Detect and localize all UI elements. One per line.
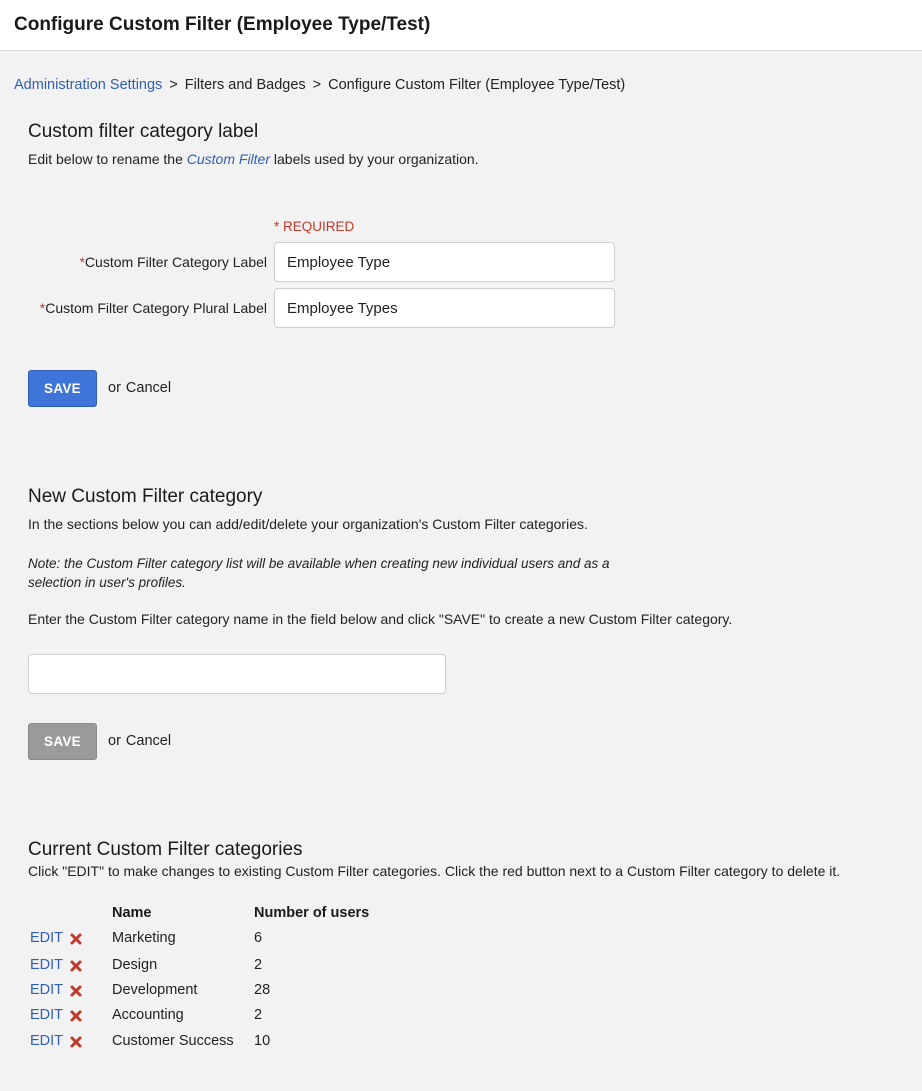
edit-button[interactable]: EDIT [30,982,64,998]
current-categories-heading: Current Custom Filter categories [28,839,303,860]
new-category-instruction: Enter the Custom Filter category name in the field below and click "SAVE" to create a new Custom Filter category. [28,611,733,627]
or-cancel-group [108,380,171,396]
breadcrumb-item-current: Configure Custom Filter (Employee Type/Test) [328,77,626,93]
category-label-input[interactable] [274,242,615,282]
required-star: * [39,300,46,316]
label-section-description [28,151,479,167]
delete-icon[interactable] [68,958,84,974]
delete-icon[interactable] [68,1034,84,1050]
category-user-count: 28 [254,982,271,998]
category-name: Customer Success [112,1033,234,1049]
category-plural-label-field-label [40,300,267,316]
breadcrumb [14,77,625,93]
custom-filter-link[interactable]: Custom Filter [186,151,270,167]
save-label-button[interactable]: SAVE [28,370,97,407]
or-text: or [108,380,121,396]
page-title: Configure Custom Filter (Employee Type/Test) [14,14,431,35]
breadcrumb-separator: > [312,77,322,93]
close-x-icon [68,1008,84,1024]
breadcrumb-separator: > [169,77,178,93]
or-cancel-group [108,733,171,749]
category-name: Accounting [112,1007,184,1023]
required-star: * [79,254,85,270]
close-x-icon [68,1034,84,1050]
or-text: or [108,733,121,749]
field-label-text: Custom Filter Category Plural Label [45,300,267,316]
delete-icon[interactable] [68,983,84,999]
category-name: Development [112,982,198,998]
save-new-category-button[interactable]: SAVE [28,723,97,760]
category-name: Marketing [112,930,176,946]
new-category-input[interactable] [28,654,446,694]
cancel-new-category-link[interactable]: Cancel [125,733,172,749]
close-x-icon [68,958,84,974]
description-text: labels used by your organization. [270,151,479,167]
category-user-count: 2 [254,957,263,973]
edit-button[interactable]: EDIT [30,930,64,946]
delete-icon[interactable] [68,1008,84,1024]
table-row [0,930,922,950]
label-section-heading: Custom filter category label [28,121,259,142]
required-note: * REQUIRED [274,219,355,234]
description-text: Edit below to rename the [28,151,187,167]
top-bar [0,0,922,51]
close-x-icon [68,931,84,947]
table-row [0,982,922,1002]
table-row [0,957,922,977]
category-label-field-label [79,254,267,270]
delete-icon[interactable] [68,931,84,947]
cancel-label-link[interactable]: Cancel [125,380,172,396]
category-plural-label-input[interactable] [274,288,615,328]
column-header-users: Number of users [254,905,370,921]
new-category-note: Note: the Custom Filter category list will be available when creating new individual users and as a selection in user's profiles. [28,556,610,590]
edit-button[interactable]: EDIT [30,957,64,973]
category-user-count: 10 [254,1033,271,1049]
breadcrumb-link-administration-settings[interactable]: Administration Settings [14,77,163,93]
current-categories-description: Click "EDIT" to make changes to existing Custom Filter categories. Click the red button next to a Custom Filter category to delete it. [28,863,841,879]
field-label-text: Custom Filter Category Label [84,254,267,270]
table-row [0,1007,922,1027]
category-name: Design [112,957,158,973]
category-user-count: 2 [254,1007,263,1023]
close-x-icon [68,983,84,999]
breadcrumb-item-filters-and-badges[interactable]: Filters and Badges [184,77,306,93]
column-header-name: Name [112,905,152,921]
new-category-description: In the sections below you can add/edit/delete your organization's Custom Filter categories. [28,516,588,532]
edit-button[interactable]: EDIT [30,1033,64,1049]
table-row [0,1033,922,1053]
edit-button[interactable]: EDIT [30,1007,64,1023]
new-category-heading: New Custom Filter category [28,486,263,507]
category-user-count: 6 [254,930,263,946]
